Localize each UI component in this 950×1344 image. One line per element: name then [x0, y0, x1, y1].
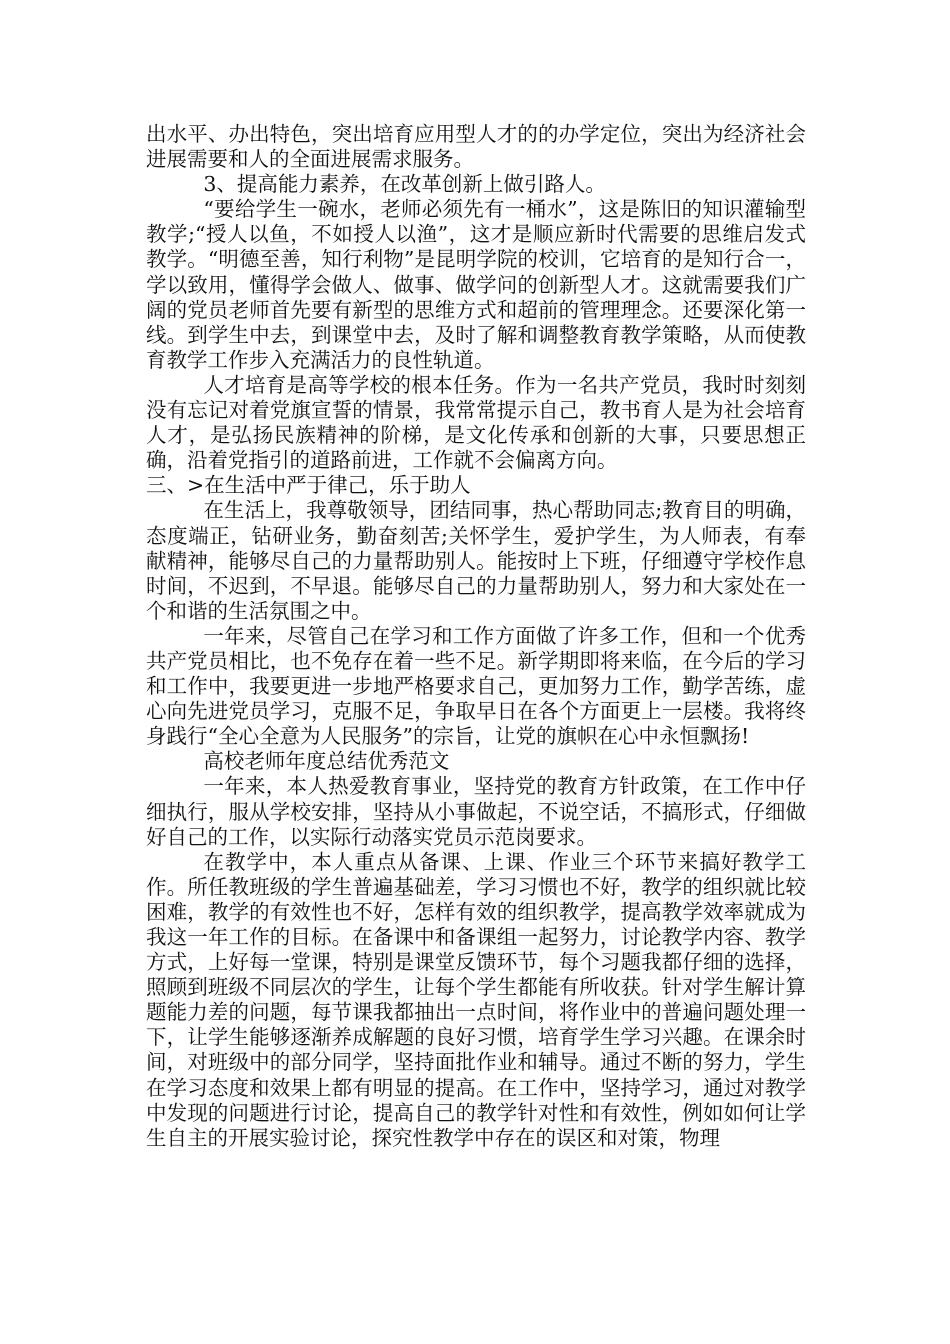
document-page [146, 122, 806, 1151]
section-heading-life: 三、>在生活中严于律己，乐于助人 [146, 473, 471, 498]
paragraph-teaching-work: 在教学中，本人重点从备课、上课、作业三个环节来搞好教学工作。所任教班级的学生普遍基础差，学习习惯也不好，教学的组织就比较困难，教学的有效性也不好，怎样有效的组织教学，提高教学效率就成为我这一年工作的目标。在备课中和备课组一起努力，讨论教学内容、教学方式，上好每一堂课，特别是课堂反馈环节，每个习题我都仔细的选择，照顾到班级不同层次的学生，让每个学生都能有所收获。针对学生解计算题能力差的问题，每节课我都抽出一点时间，将作业中的普遍问题处理一下，让学生能够逐渐养成解题的良好习惯，培育学生学习兴趣。在课余时间，对班级中的部分同学，坚持面批作业和辅导。通过不断的努力，学生在学习态度和效果上都有明显的提高。在工作中，坚持学习，通过对教学中发现的问题进行讨论，提高自己的教学针对性和有效性，例如如何让学生自主的开展实验讨论，探究性教学中存在的误区和对策，物理 [146, 849, 806, 1150]
paragraph-teaching-philosophy: “要给学生一碗水，老师必须先有一桶水”，这是陈旧的知识灌输型教学;“授人以鱼，不如授人以渔”，这才是顺应新时代需要的思维启发式教学。“明德至善，知行利物”是昆明学院的校训，它培育的是知行合一，学以致用，懂得学会做人、做事、做学问的创新型人才。这就需要我们广阔的党员老师首先要有新型的思维方式和超前的管理理念。还要深化第一线。到学生中去，到课堂中去，及时了解和调整教育教学策略，从而使教育教学工作步入充满活力的良性轨道。 [146, 197, 806, 372]
document-subtitle: 高校老师年度总结优秀范文 [203, 749, 450, 774]
paragraph-talent-cultivation: 人才培育是高等学校的根本任务。作为一名共产党员，我时时刻刻没有忘记对着党旗宣誓的情景，我常常提示自己，教书育人是为社会培育人才，是弘扬民族精神的阶梯，是文化传承和创新的大事，只要思想正确，沿着党指引的道路前进，工作就不会偏离方向。 [146, 372, 806, 473]
paragraph-life-attitude: 在生活上，我尊敬领导，团结同事，热心帮助同志;教育目的明确，态度端正，钻研业务，勤奋刻苦;关怀学生，爱护学生，为人师表，有奉献精神，能够尽自己的力量帮助别人。能按时上下班，仔细遵守学校作息时间，不迟到，不早退。能够尽自己的力量帮助别人，努力和大家处在一个和谐的生活氛围之中。 [146, 498, 806, 623]
paragraph-intro-continuation: 出水平、办出特色，突出培育应用型人才的的办学定位，突出为经济社会进展需要和人的全面进展需求服务。 [146, 122, 806, 172]
paragraph-year-review: 一年来，尽管自己在学习和工作方面做了许多工作，但和一个优秀共产党员相比，也不免存在着一些不足。新学期即将来临，在今后的学习和工作中，我要更进一步地严格要求自己，更加努力工作，勤学苦练，虚心向先进党员学习，克服不足，争取早日在各个方面更上一层楼。我将终身践行“全心全意为人民服务”的宗旨，让党的旗帜在心中永恒飘扬! [146, 623, 806, 749]
paragraph-heading-3: 3、提高能力素养，在改革创新上做引路人。 [203, 172, 606, 197]
paragraph-dedication: 一年来，本人热爱教育事业，坚持党的教育方针政策，在工作中仔细执行，服从学校安排，坚持从小事做起，不说空话，不搞形式，仔细做好自己的工作，以实际行动落实党员示范岗要求。 [146, 774, 806, 849]
